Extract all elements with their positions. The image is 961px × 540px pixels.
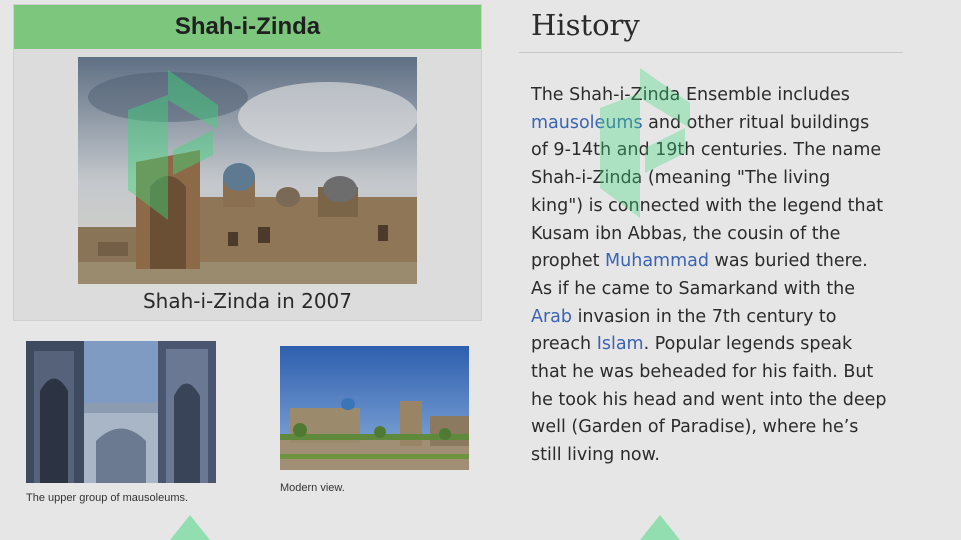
- text-line: [531, 331, 906, 359]
- link-islam[interactable]: Islam: [596, 334, 644, 355]
- text-segment: Shah-i-Zinda (meaning "The living: [531, 168, 831, 189]
- thumbnail-upper-mausoleums[interactable]: [26, 341, 216, 483]
- infobox-title: Shah-i-Zinda: [14, 5, 481, 49]
- history-paragraph: [531, 82, 906, 470]
- text-segment: king") is connected with the legend that: [531, 195, 884, 216]
- watermark-logo-icon: [630, 515, 690, 540]
- text-segment: of 9-14th and 19th centuries. The name: [531, 140, 882, 161]
- text-line: [531, 442, 906, 470]
- text-line: [531, 304, 906, 332]
- text-segment: he took his head and went into the deep: [531, 389, 887, 410]
- text-line: [531, 82, 906, 110]
- main-caption: Shah-i-Zinda in 2007: [142, 289, 353, 313]
- text-segment: still living now.: [531, 445, 660, 466]
- text-segment: Kusam ibn Abbas, the cousin of the: [531, 223, 841, 244]
- thumbnail-caption-modern: Modern view.: [280, 482, 345, 494]
- text-line: [531, 276, 906, 304]
- text-line: [531, 414, 906, 442]
- text-segment: that he was beheaded for his faith. But: [531, 362, 874, 383]
- thumbnail-caption-upper: The upper group of mausoleums.: [26, 492, 189, 504]
- watermark-logo-icon: [160, 515, 220, 540]
- text-segment: As if he came to Samarkand with the: [531, 278, 856, 299]
- text-segment: and other ritual buildings: [642, 112, 870, 133]
- text-segment: invasion in the 7th century to: [572, 306, 837, 327]
- text-segment: prophet: [531, 251, 606, 272]
- infobox: [13, 4, 482, 321]
- link-muhammad[interactable]: Muhammad: [605, 251, 709, 272]
- link-mausoleums[interactable]: mausoleums: [531, 112, 643, 133]
- heading-divider: [519, 52, 903, 53]
- text-line: [531, 193, 906, 221]
- text-segment: . Popular legends speak: [643, 334, 853, 355]
- text-line: [531, 137, 906, 165]
- text-line: [531, 165, 906, 193]
- text-line: [531, 359, 906, 387]
- text-line: [531, 221, 906, 249]
- text-segment: well (Garden of Paradise), where he’s: [531, 417, 859, 438]
- thumbnail-modern-view[interactable]: [280, 346, 469, 470]
- text-line: [531, 248, 906, 276]
- section-heading-history: History: [531, 8, 640, 42]
- link-arab[interactable]: Arab: [531, 306, 572, 327]
- text-line: [531, 110, 906, 138]
- text-segment: was buried there.: [708, 251, 868, 272]
- text-segment: The Shah-i-Zinda Ensemble includes: [531, 85, 850, 105]
- text-segment: preach: [531, 334, 597, 355]
- main-photo[interactable]: [78, 57, 417, 284]
- text-line: [531, 387, 906, 415]
